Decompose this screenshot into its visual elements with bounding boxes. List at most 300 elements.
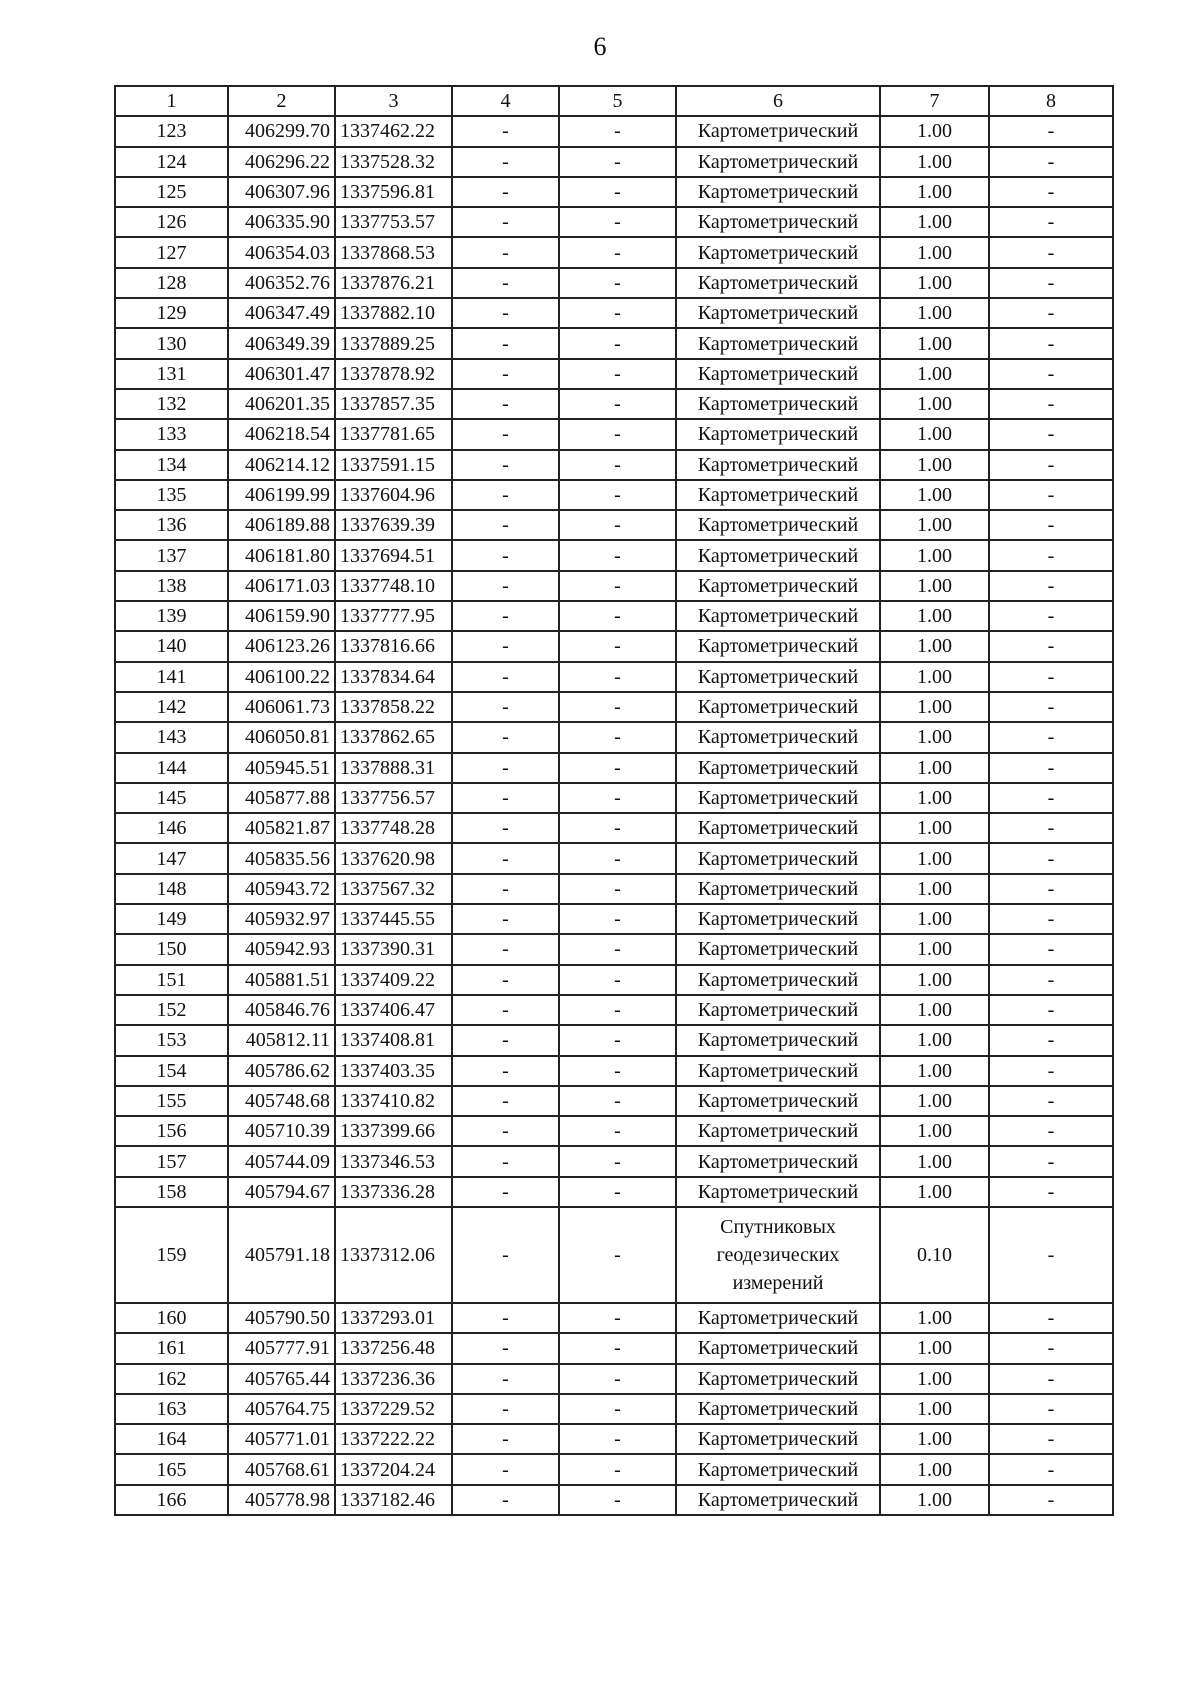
x-coordinate-cell: 405748.68 xyxy=(228,1086,335,1116)
col8-cell: - xyxy=(989,904,1113,934)
method-cell: Картометрический xyxy=(676,147,880,177)
accuracy-cell: 1.00 xyxy=(880,1303,989,1333)
col8-cell: - xyxy=(989,813,1113,843)
accuracy-cell: 1.00 xyxy=(880,237,989,267)
col5-cell: - xyxy=(559,389,676,419)
col4-cell: - xyxy=(452,722,559,752)
method-cell: Картометрический xyxy=(676,965,880,995)
col8-cell: - xyxy=(989,237,1113,267)
y-coordinate-cell: 1337390.31 xyxy=(335,934,452,964)
y-coordinate-cell: 1337204.24 xyxy=(335,1454,452,1484)
method-cell: Спутниковых геодезических измерений xyxy=(676,1207,880,1303)
point-number-cell: 143 xyxy=(115,722,228,752)
x-coordinate-cell: 405790.50 xyxy=(228,1303,335,1333)
accuracy-cell: 1.00 xyxy=(880,177,989,207)
col4-cell: - xyxy=(452,813,559,843)
accuracy-cell: 1.00 xyxy=(880,995,989,1025)
col8-cell: - xyxy=(989,389,1113,419)
col4-cell: - xyxy=(452,147,559,177)
col4-cell: - xyxy=(452,1116,559,1146)
x-coordinate-cell: 406189.88 xyxy=(228,510,335,540)
col5-cell: - xyxy=(559,1364,676,1394)
col8-cell: - xyxy=(989,480,1113,510)
accuracy-cell: 1.00 xyxy=(880,813,989,843)
accuracy-cell: 1.00 xyxy=(880,1177,989,1207)
col5-cell: - xyxy=(559,571,676,601)
x-coordinate-cell: 405744.09 xyxy=(228,1146,335,1176)
col8-cell: - xyxy=(989,601,1113,631)
col5-cell: - xyxy=(559,268,676,298)
y-coordinate-cell: 1337604.96 xyxy=(335,480,452,510)
column-header: 4 xyxy=(452,86,559,116)
col8-cell: - xyxy=(989,1177,1113,1207)
accuracy-cell: 1.00 xyxy=(880,268,989,298)
y-coordinate-cell: 1337182.46 xyxy=(335,1485,452,1515)
method-cell: Картометрический xyxy=(676,995,880,1025)
point-number-cell: 163 xyxy=(115,1394,228,1424)
point-number-cell: 126 xyxy=(115,207,228,237)
y-coordinate-cell: 1337409.22 xyxy=(335,965,452,995)
method-cell: Картометрический xyxy=(676,1394,880,1424)
col4-cell: - xyxy=(452,631,559,661)
col4-cell: - xyxy=(452,359,559,389)
column-header: 5 xyxy=(559,86,676,116)
method-cell: Картометрический xyxy=(676,419,880,449)
point-number-cell: 166 xyxy=(115,1485,228,1515)
table-row xyxy=(115,874,1113,904)
table-row xyxy=(115,904,1113,934)
accuracy-cell: 1.00 xyxy=(880,571,989,601)
accuracy-cell: 1.00 xyxy=(880,1116,989,1146)
table-row xyxy=(115,571,1113,601)
point-number-cell: 144 xyxy=(115,753,228,783)
x-coordinate-cell: 405710.39 xyxy=(228,1116,335,1146)
table-row xyxy=(115,1394,1113,1424)
method-cell: Картометрический xyxy=(676,753,880,783)
method-cell: Картометрический xyxy=(676,783,880,813)
col4-cell: - xyxy=(452,1424,559,1454)
x-coordinate-cell: 405812.11 xyxy=(228,1025,335,1055)
y-coordinate-cell: 1337781.65 xyxy=(335,419,452,449)
column-header: 7 xyxy=(880,86,989,116)
method-cell: Картометрический xyxy=(676,116,880,146)
page-number: 6 xyxy=(593,32,607,61)
x-coordinate-cell: 405835.56 xyxy=(228,843,335,873)
point-number-cell: 159 xyxy=(115,1207,228,1303)
table-row xyxy=(115,1424,1113,1454)
col5-cell: - xyxy=(559,1086,676,1116)
col8-cell: - xyxy=(989,540,1113,570)
col4-cell: - xyxy=(452,177,559,207)
col4-cell: - xyxy=(452,1207,559,1303)
col8-cell: - xyxy=(989,1424,1113,1454)
accuracy-cell: 1.00 xyxy=(880,904,989,934)
col8-cell: - xyxy=(989,450,1113,480)
x-coordinate-cell: 405932.97 xyxy=(228,904,335,934)
col4-cell: - xyxy=(452,450,559,480)
method-cell: Картометрический xyxy=(676,510,880,540)
point-number-cell: 125 xyxy=(115,177,228,207)
method-cell: Картометрический xyxy=(676,328,880,358)
col8-cell: - xyxy=(989,722,1113,752)
col4-cell: - xyxy=(452,1086,559,1116)
col8-cell: - xyxy=(989,298,1113,328)
col5-cell: - xyxy=(559,783,676,813)
method-cell: Картометрический xyxy=(676,662,880,692)
col8-cell: - xyxy=(989,1333,1113,1363)
col4-cell: - xyxy=(452,662,559,692)
method-cell: Картометрический xyxy=(676,1303,880,1333)
accuracy-cell: 0.10 xyxy=(880,1207,989,1303)
method-cell: Картометрический xyxy=(676,874,880,904)
col8-cell: - xyxy=(989,147,1113,177)
accuracy-cell: 1.00 xyxy=(880,480,989,510)
point-number-cell: 149 xyxy=(115,904,228,934)
col8-cell: - xyxy=(989,328,1113,358)
point-number-cell: 156 xyxy=(115,1116,228,1146)
col8-cell: - xyxy=(989,631,1113,661)
col4-cell: - xyxy=(452,601,559,631)
x-coordinate-cell: 406199.99 xyxy=(228,480,335,510)
accuracy-cell: 1.00 xyxy=(880,450,989,480)
table-row xyxy=(115,207,1113,237)
point-number-cell: 127 xyxy=(115,237,228,267)
table-row xyxy=(115,1364,1113,1394)
x-coordinate-cell: 406352.76 xyxy=(228,268,335,298)
table-row xyxy=(115,359,1113,389)
point-number-cell: 128 xyxy=(115,268,228,298)
accuracy-cell: 1.00 xyxy=(880,783,989,813)
y-coordinate-cell: 1337816.66 xyxy=(335,631,452,661)
col4-cell: - xyxy=(452,995,559,1025)
method-cell: Картометрический xyxy=(676,631,880,661)
accuracy-cell: 1.00 xyxy=(880,965,989,995)
y-coordinate-cell: 1337236.36 xyxy=(335,1364,452,1394)
point-number-cell: 157 xyxy=(115,1146,228,1176)
col5-cell: - xyxy=(559,237,676,267)
col8-cell: - xyxy=(989,783,1113,813)
col5-cell: - xyxy=(559,450,676,480)
method-cell: Картометрический xyxy=(676,1146,880,1176)
col4-cell: - xyxy=(452,1333,559,1363)
table-row xyxy=(115,722,1113,752)
col5-cell: - xyxy=(559,692,676,722)
col8-cell: - xyxy=(989,1086,1113,1116)
col5-cell: - xyxy=(559,1333,676,1363)
table-row xyxy=(115,419,1113,449)
table-row xyxy=(115,783,1113,813)
point-number-cell: 140 xyxy=(115,631,228,661)
method-cell: Картометрический xyxy=(676,480,880,510)
method-cell: Картометрический xyxy=(676,1424,880,1454)
method-cell: Картометрический xyxy=(676,1485,880,1515)
accuracy-cell: 1.00 xyxy=(880,753,989,783)
y-coordinate-cell: 1337889.25 xyxy=(335,328,452,358)
accuracy-cell: 1.00 xyxy=(880,298,989,328)
method-cell: Картометрический xyxy=(676,540,880,570)
accuracy-cell: 1.00 xyxy=(880,147,989,177)
col5-cell: - xyxy=(559,419,676,449)
col4-cell: - xyxy=(452,1454,559,1484)
table-row xyxy=(115,177,1113,207)
y-coordinate-cell: 1337336.28 xyxy=(335,1177,452,1207)
accuracy-cell: 1.00 xyxy=(880,722,989,752)
accuracy-cell: 1.00 xyxy=(880,1394,989,1424)
col8-cell: - xyxy=(989,662,1113,692)
table-row xyxy=(115,662,1113,692)
table-row xyxy=(115,1116,1113,1146)
method-cell: Картометрический xyxy=(676,1056,880,1086)
y-coordinate-cell: 1337639.39 xyxy=(335,510,452,540)
y-coordinate-cell: 1337567.32 xyxy=(335,874,452,904)
point-number-cell: 150 xyxy=(115,934,228,964)
point-number-cell: 135 xyxy=(115,480,228,510)
col4-cell: - xyxy=(452,389,559,419)
col5-cell: - xyxy=(559,298,676,328)
table-row xyxy=(115,389,1113,419)
col5-cell: - xyxy=(559,1146,676,1176)
col5-cell: - xyxy=(559,904,676,934)
col5-cell: - xyxy=(559,1116,676,1146)
accuracy-cell: 1.00 xyxy=(880,419,989,449)
col5-cell: - xyxy=(559,1207,676,1303)
col4-cell: - xyxy=(452,116,559,146)
table-row xyxy=(115,1485,1113,1515)
table-row xyxy=(115,753,1113,783)
col4-cell: - xyxy=(452,934,559,964)
x-coordinate-cell: 405777.91 xyxy=(228,1333,335,1363)
table-row xyxy=(115,1025,1113,1055)
table-row xyxy=(115,965,1113,995)
method-cell: Картометрический xyxy=(676,1116,880,1146)
col8-cell: - xyxy=(989,419,1113,449)
col5-cell: - xyxy=(559,1424,676,1454)
accuracy-cell: 1.00 xyxy=(880,843,989,873)
col5-cell: - xyxy=(559,328,676,358)
y-coordinate-cell: 1337293.01 xyxy=(335,1303,452,1333)
col5-cell: - xyxy=(559,753,676,783)
point-number-cell: 131 xyxy=(115,359,228,389)
col8-cell: - xyxy=(989,116,1113,146)
col8-cell: - xyxy=(989,692,1113,722)
y-coordinate-cell: 1337410.82 xyxy=(335,1086,452,1116)
y-coordinate-cell: 1337620.98 xyxy=(335,843,452,873)
table-row xyxy=(115,934,1113,964)
col4-cell: - xyxy=(452,874,559,904)
x-coordinate-cell: 405771.01 xyxy=(228,1424,335,1454)
method-cell: Картометрический xyxy=(676,692,880,722)
col8-cell: - xyxy=(989,207,1113,237)
x-coordinate-cell: 405768.61 xyxy=(228,1454,335,1484)
col8-cell: - xyxy=(989,843,1113,873)
point-number-cell: 148 xyxy=(115,874,228,904)
table-row xyxy=(115,147,1113,177)
col4-cell: - xyxy=(452,207,559,237)
col4-cell: - xyxy=(452,1485,559,1515)
x-coordinate-cell: 405943.72 xyxy=(228,874,335,904)
col4-cell: - xyxy=(452,692,559,722)
col8-cell: - xyxy=(989,1394,1113,1424)
table-row xyxy=(115,813,1113,843)
table-row xyxy=(115,1177,1113,1207)
col4-cell: - xyxy=(452,237,559,267)
col8-cell: - xyxy=(989,510,1113,540)
col5-cell: - xyxy=(559,601,676,631)
accuracy-cell: 1.00 xyxy=(880,1056,989,1086)
accuracy-cell: 1.00 xyxy=(880,1424,989,1454)
method-cell: Картометрический xyxy=(676,450,880,480)
table-row xyxy=(115,540,1113,570)
x-coordinate-cell: 405794.67 xyxy=(228,1177,335,1207)
y-coordinate-cell: 1337777.95 xyxy=(335,601,452,631)
method-cell: Картометрический xyxy=(676,298,880,328)
y-coordinate-cell: 1337528.32 xyxy=(335,147,452,177)
point-number-cell: 153 xyxy=(115,1025,228,1055)
col4-cell: - xyxy=(452,1303,559,1333)
x-coordinate-cell: 406349.39 xyxy=(228,328,335,358)
x-coordinate-cell: 406307.96 xyxy=(228,177,335,207)
method-cell: Картометрический xyxy=(676,813,880,843)
point-number-cell: 130 xyxy=(115,328,228,358)
col4-cell: - xyxy=(452,1394,559,1424)
table-row xyxy=(115,268,1113,298)
y-coordinate-cell: 1337406.47 xyxy=(335,995,452,1025)
point-number-cell: 161 xyxy=(115,1333,228,1363)
method-cell: Картометрический xyxy=(676,1177,880,1207)
y-coordinate-cell: 1337878.92 xyxy=(335,359,452,389)
y-coordinate-cell: 1337888.31 xyxy=(335,753,452,783)
accuracy-cell: 1.00 xyxy=(880,1086,989,1116)
y-coordinate-cell: 1337753.57 xyxy=(335,207,452,237)
accuracy-cell: 1.00 xyxy=(880,1025,989,1055)
table-row xyxy=(115,692,1113,722)
x-coordinate-cell: 406214.12 xyxy=(228,450,335,480)
x-coordinate-cell: 406159.90 xyxy=(228,601,335,631)
method-cell: Картометрический xyxy=(676,207,880,237)
table-row xyxy=(115,1146,1113,1176)
table-row xyxy=(115,298,1113,328)
table-row xyxy=(115,1333,1113,1363)
col8-cell: - xyxy=(989,1303,1113,1333)
col8-cell: - xyxy=(989,1056,1113,1086)
col5-cell: - xyxy=(559,1303,676,1333)
method-cell: Картометрический xyxy=(676,177,880,207)
col5-cell: - xyxy=(559,934,676,964)
col4-cell: - xyxy=(452,1056,559,1086)
y-coordinate-cell: 1337256.48 xyxy=(335,1333,452,1363)
x-coordinate-cell: 405786.62 xyxy=(228,1056,335,1086)
coordinates-table xyxy=(114,85,1114,1516)
method-cell: Картометрический xyxy=(676,389,880,419)
y-coordinate-cell: 1337346.53 xyxy=(335,1146,452,1176)
point-number-cell: 124 xyxy=(115,147,228,177)
point-number-cell: 154 xyxy=(115,1056,228,1086)
point-number-cell: 142 xyxy=(115,692,228,722)
column-header: 3 xyxy=(335,86,452,116)
col4-cell: - xyxy=(452,1146,559,1176)
col5-cell: - xyxy=(559,1394,676,1424)
x-coordinate-cell: 405877.88 xyxy=(228,783,335,813)
col5-cell: - xyxy=(559,177,676,207)
x-coordinate-cell: 405821.87 xyxy=(228,813,335,843)
point-number-cell: 139 xyxy=(115,601,228,631)
point-number-cell: 141 xyxy=(115,662,228,692)
column-header: 1 xyxy=(115,86,228,116)
table-row xyxy=(115,1303,1113,1333)
x-coordinate-cell: 405846.76 xyxy=(228,995,335,1025)
x-coordinate-cell: 406201.35 xyxy=(228,389,335,419)
x-coordinate-cell: 406299.70 xyxy=(228,116,335,146)
point-number-cell: 146 xyxy=(115,813,228,843)
x-coordinate-cell: 406347.49 xyxy=(228,298,335,328)
point-number-cell: 134 xyxy=(115,450,228,480)
x-coordinate-cell: 405945.51 xyxy=(228,753,335,783)
x-coordinate-cell: 406301.47 xyxy=(228,359,335,389)
table-row xyxy=(115,328,1113,358)
table-row xyxy=(115,450,1113,480)
method-cell: Картометрический xyxy=(676,237,880,267)
y-coordinate-cell: 1337858.22 xyxy=(335,692,452,722)
accuracy-cell: 1.00 xyxy=(880,1146,989,1176)
col8-cell: - xyxy=(989,359,1113,389)
y-coordinate-cell: 1337312.06 xyxy=(335,1207,452,1303)
method-cell: Картометрический xyxy=(676,904,880,934)
col8-cell: - xyxy=(989,874,1113,904)
col4-cell: - xyxy=(452,1025,559,1055)
col8-cell: - xyxy=(989,753,1113,783)
accuracy-cell: 1.00 xyxy=(880,359,989,389)
col5-cell: - xyxy=(559,874,676,904)
col8-cell: - xyxy=(989,571,1113,601)
accuracy-cell: 1.00 xyxy=(880,389,989,419)
method-cell: Картометрический xyxy=(676,934,880,964)
accuracy-cell: 1.00 xyxy=(880,540,989,570)
col4-cell: - xyxy=(452,268,559,298)
col4-cell: - xyxy=(452,904,559,934)
x-coordinate-cell: 406354.03 xyxy=(228,237,335,267)
x-coordinate-cell: 405881.51 xyxy=(228,965,335,995)
y-coordinate-cell: 1337882.10 xyxy=(335,298,452,328)
col8-cell: - xyxy=(989,1025,1113,1055)
table-row xyxy=(115,843,1113,873)
col8-cell: - xyxy=(989,1454,1113,1484)
column-header: 6 xyxy=(676,86,880,116)
table-header-row xyxy=(115,86,1113,116)
table-row xyxy=(115,1056,1113,1086)
y-coordinate-cell: 1337591.15 xyxy=(335,450,452,480)
point-number-cell: 165 xyxy=(115,1454,228,1484)
method-cell: Картометрический xyxy=(676,722,880,752)
accuracy-cell: 1.00 xyxy=(880,1454,989,1484)
col8-cell: - xyxy=(989,1207,1113,1303)
accuracy-cell: 1.00 xyxy=(880,1364,989,1394)
col4-cell: - xyxy=(452,328,559,358)
table-row xyxy=(115,116,1113,146)
table-body xyxy=(115,116,1113,1515)
col4-cell: - xyxy=(452,480,559,510)
x-coordinate-cell: 405765.44 xyxy=(228,1364,335,1394)
y-coordinate-cell: 1337756.57 xyxy=(335,783,452,813)
method-cell: Картометрический xyxy=(676,843,880,873)
x-coordinate-cell: 406296.22 xyxy=(228,147,335,177)
point-number-cell: 136 xyxy=(115,510,228,540)
point-number-cell: 151 xyxy=(115,965,228,995)
col8-cell: - xyxy=(989,177,1113,207)
x-coordinate-cell: 405778.98 xyxy=(228,1485,335,1515)
table-row xyxy=(115,631,1113,661)
y-coordinate-cell: 1337408.81 xyxy=(335,1025,452,1055)
method-cell: Картометрический xyxy=(676,601,880,631)
